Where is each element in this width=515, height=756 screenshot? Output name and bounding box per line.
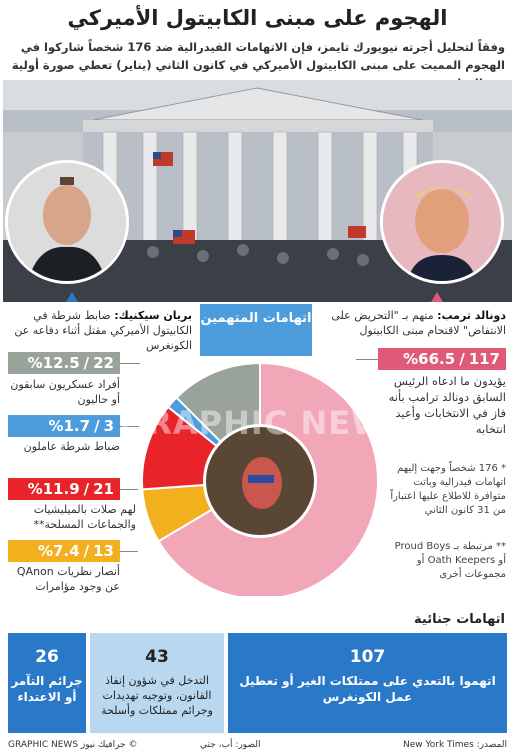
criminal-count-trespass: 107 [349, 647, 386, 667]
connector-military [120, 363, 140, 364]
badge-military: 22 / %12.5 [8, 352, 120, 374]
criminal-text-trespass: اتهموا بالتعدي على ممتلكات الغير أو تعطيل عمل الكونغرس [239, 674, 496, 704]
badge-militia-pct: %11.9 [27, 480, 80, 498]
page-title: الهجوم على مبنى الكابيتول الأميركي [67, 6, 448, 30]
trump-label [308, 308, 506, 338]
sicknick-desc: ضابط شرطة في الكابيتول الأميركي مقتل أثناء دفاعه عن الكونغرس [14, 309, 192, 352]
footnote-2: ** مرتبطة بـ Proud Boys أو Oath Keepers أو مجموعات أخرى [394, 541, 506, 580]
badge-trump-pct: %66.5 [403, 350, 456, 368]
subtitle: وفقاً لتحليل أجرته نيويورك تايمز، فإن الاتهامات الفيدرالية ضد 176 شخصاً شاركوا في الهجوم المميت على مبنى الكابيتول الأميركي في كانون الثاني (يناير) تعطي صورة أولية [11, 40, 505, 72]
trump-name: دونالد ترمب: [437, 309, 506, 322]
sicknick-label [8, 308, 192, 353]
criminal-text-conspiracy: جرائم التآمر أو الاعتداء [11, 674, 83, 704]
criminal-box-interference [90, 633, 224, 733]
badge-militia-count: 21 [93, 480, 114, 498]
criminal-count-interference: 43 [145, 647, 169, 667]
desc-military: أفراد عسكريون سابقون أو حاليون [10, 378, 120, 406]
criminal-box-conspiracy [8, 633, 86, 733]
pointer-left [66, 292, 78, 302]
sicknick-name: بريان سيكنيك: [114, 309, 192, 322]
badge-police-pct: %1.7 [48, 417, 91, 435]
connector-qanon [120, 551, 138, 552]
connector-trump [356, 359, 378, 360]
criminal-count-conspiracy: 26 [35, 647, 59, 667]
pointer-right [431, 292, 443, 302]
charges-header-box: اتهامات المتهمين [200, 304, 312, 356]
criminal-box-trespass [228, 633, 507, 733]
pie-chart [130, 356, 390, 596]
center-facepaint [248, 475, 274, 483]
badge-military-pct: %12.5 [27, 354, 80, 372]
desc-trump-supporters: يؤيدون ما ادعاه الرئيس السابق دونالد ترامب بأنه فاز في الانتخابات وأعيد انتخابه [388, 374, 506, 436]
footnote-1: * 176 شخصاً وجهت إليهم اتهامات فيدرالية وباتت متوافرة للاطلاع عليها اعتباراً من 31 كانون الثاني [390, 463, 506, 516]
desc-police: ضباط شرطة عاملون [23, 440, 120, 453]
criminal-charges-title: اتهامات جنائية [414, 612, 505, 627]
connector-militia [120, 489, 138, 490]
desc-militia: لهم صلات بالميليشيات والجماعات المسلحة** [33, 503, 136, 531]
brian-sicknick-portrait [5, 160, 129, 284]
badge-trump-supporters: 117 / %66.5 [378, 348, 506, 370]
badge-trump-count: 117 [468, 350, 500, 368]
watermark: GRAPHIC NEWS [120, 404, 412, 442]
badge-qanon: 13 / %7.4 [8, 540, 120, 562]
footer-photos: الصور: أب، جتي [200, 740, 261, 750]
badge-police-count: 3 [103, 417, 114, 435]
criminal-text-interference: التدخل في شؤون إنفاذ القانون، وتوجيه تهديدات وجرائم ممتلكات وأسلحة [101, 674, 213, 717]
trump-desc: متهم بـ "التحريض على الانتفاض" لاقتحام مبنى الكابيتول [331, 309, 506, 337]
badge-qanon-count: 13 [93, 542, 114, 560]
badge-militia: 21 / %11.9 [8, 478, 120, 500]
badge-military-count: 22 [93, 354, 114, 372]
badge-police: 3 / %1.7 [8, 415, 120, 437]
badge-qanon-pct: %7.4 [38, 542, 80, 560]
desc-qanon: أنصار نظريات QAnon عن وجود مؤامرات [16, 565, 120, 593]
footer-source: المصدر: New York Times [402, 740, 507, 750]
footer-credit: © جرافيك نيوز GRAPHIC NEWS [8, 740, 138, 750]
donald-trump-portrait [380, 160, 504, 284]
